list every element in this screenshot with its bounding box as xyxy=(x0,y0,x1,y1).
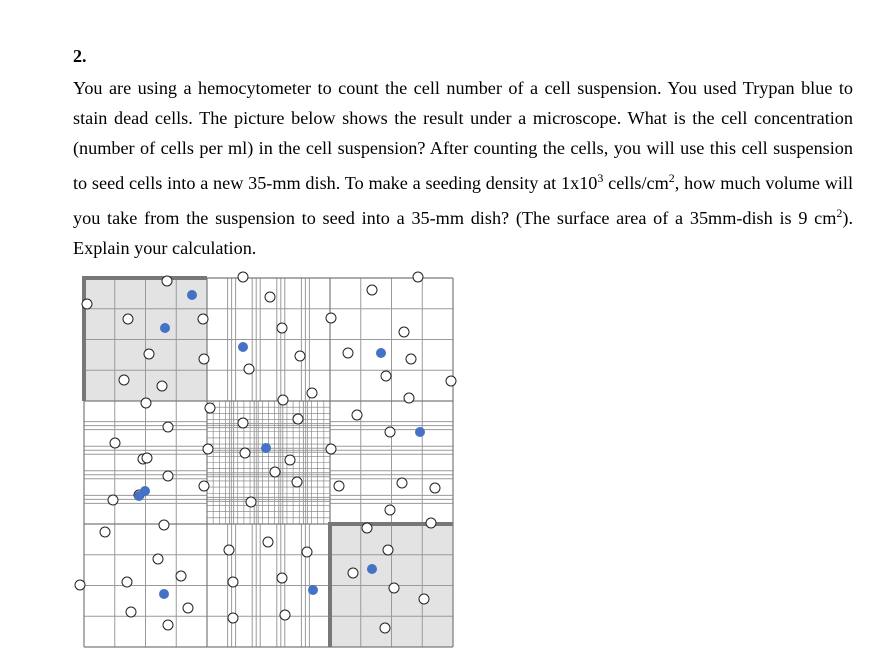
live-cell xyxy=(413,272,423,282)
live-cell xyxy=(162,276,172,286)
live-cell xyxy=(277,573,287,583)
live-cell xyxy=(404,393,414,403)
live-cell xyxy=(224,545,234,555)
dead-cell xyxy=(187,290,197,300)
live-cell xyxy=(352,410,362,420)
live-cell xyxy=(426,518,436,528)
live-cell xyxy=(334,481,344,491)
live-cell xyxy=(240,448,250,458)
live-cell xyxy=(228,577,238,587)
live-cell xyxy=(82,299,92,309)
live-cell xyxy=(307,388,317,398)
live-cell xyxy=(277,323,287,333)
dead-cell xyxy=(159,589,169,599)
live-cell xyxy=(163,422,173,432)
live-cell xyxy=(293,414,303,424)
live-cell xyxy=(326,313,336,323)
live-cell xyxy=(348,568,358,578)
live-cell xyxy=(100,527,110,537)
live-cell xyxy=(292,477,302,487)
exponent-2b: 2 xyxy=(836,206,843,221)
live-cell xyxy=(163,620,173,630)
live-cell xyxy=(430,483,440,493)
live-cell xyxy=(389,583,399,593)
live-cell xyxy=(278,395,288,405)
live-cell xyxy=(362,523,372,533)
live-cell xyxy=(385,427,395,437)
live-cell xyxy=(326,444,336,454)
dead-cell xyxy=(160,323,170,333)
exponent-2: 2 xyxy=(668,171,675,185)
live-cell xyxy=(183,603,193,613)
live-cell xyxy=(141,398,151,408)
live-cell xyxy=(399,327,409,337)
live-cell xyxy=(199,481,209,491)
dead-cell xyxy=(134,491,144,501)
live-cell xyxy=(246,497,256,507)
live-cell xyxy=(123,314,133,324)
live-cell xyxy=(228,613,238,623)
live-cell xyxy=(285,455,295,465)
live-cell xyxy=(108,495,118,505)
live-cell xyxy=(238,272,248,282)
live-cell xyxy=(157,381,167,391)
live-cell xyxy=(244,364,254,374)
live-cell xyxy=(238,418,248,428)
live-cell xyxy=(406,354,416,364)
live-cell xyxy=(144,349,154,359)
dead-cell xyxy=(308,585,318,595)
live-cell xyxy=(367,285,377,295)
live-cell xyxy=(397,478,407,488)
live-cell xyxy=(383,545,393,555)
live-cell xyxy=(205,403,215,413)
live-cell xyxy=(343,348,353,358)
live-cell xyxy=(126,607,136,617)
live-cell xyxy=(263,537,273,547)
question-text-part-2: cells/cm xyxy=(603,173,669,194)
live-cell xyxy=(385,505,395,515)
live-cell xyxy=(302,547,312,557)
live-cell xyxy=(265,292,275,302)
live-cell xyxy=(419,594,429,604)
live-cell xyxy=(153,554,163,564)
question-text-part-1: You are using a hemocytometer to count the cell number of a cell suspension. You used Trypan blue to stain dead cells. The picture below shows the result under a microscope. What is the cell concentration (number of cells per ml) in the cell suspension? After counting the cells, you will use this cell suspension to seed cells into a new 35-mm dish. To make a seeding density at 1x10 xyxy=(73,78,853,194)
live-cell xyxy=(380,623,390,633)
dead-cell xyxy=(367,564,377,574)
live-cell xyxy=(203,444,213,454)
exponent-3: 3 xyxy=(597,171,604,185)
live-cell xyxy=(198,314,208,324)
live-cell xyxy=(163,471,173,481)
live-cell xyxy=(75,580,85,590)
live-cell xyxy=(446,376,456,386)
live-cell xyxy=(176,571,186,581)
live-cell xyxy=(280,610,290,620)
question-text-part-4: ). Explain your calculation. xyxy=(73,208,853,259)
live-cell xyxy=(199,354,209,364)
live-cell xyxy=(295,351,305,361)
live-cell xyxy=(110,438,120,448)
live-cell xyxy=(119,375,129,385)
live-cell xyxy=(142,453,152,463)
dead-cell xyxy=(376,348,386,358)
dead-cell xyxy=(415,427,425,437)
live-cell xyxy=(159,520,169,530)
live-cell xyxy=(270,467,280,477)
live-cell xyxy=(381,371,391,381)
dead-cell xyxy=(261,443,271,453)
question-text-part-3: , how much volume will you take from the suspension to seed into a 35-mm dish? (The surface area of a 35mm-dish is 9 cm xyxy=(73,173,854,229)
live-cell xyxy=(122,577,132,587)
dead-cell xyxy=(238,342,248,352)
question-number: 2. xyxy=(73,46,87,66)
